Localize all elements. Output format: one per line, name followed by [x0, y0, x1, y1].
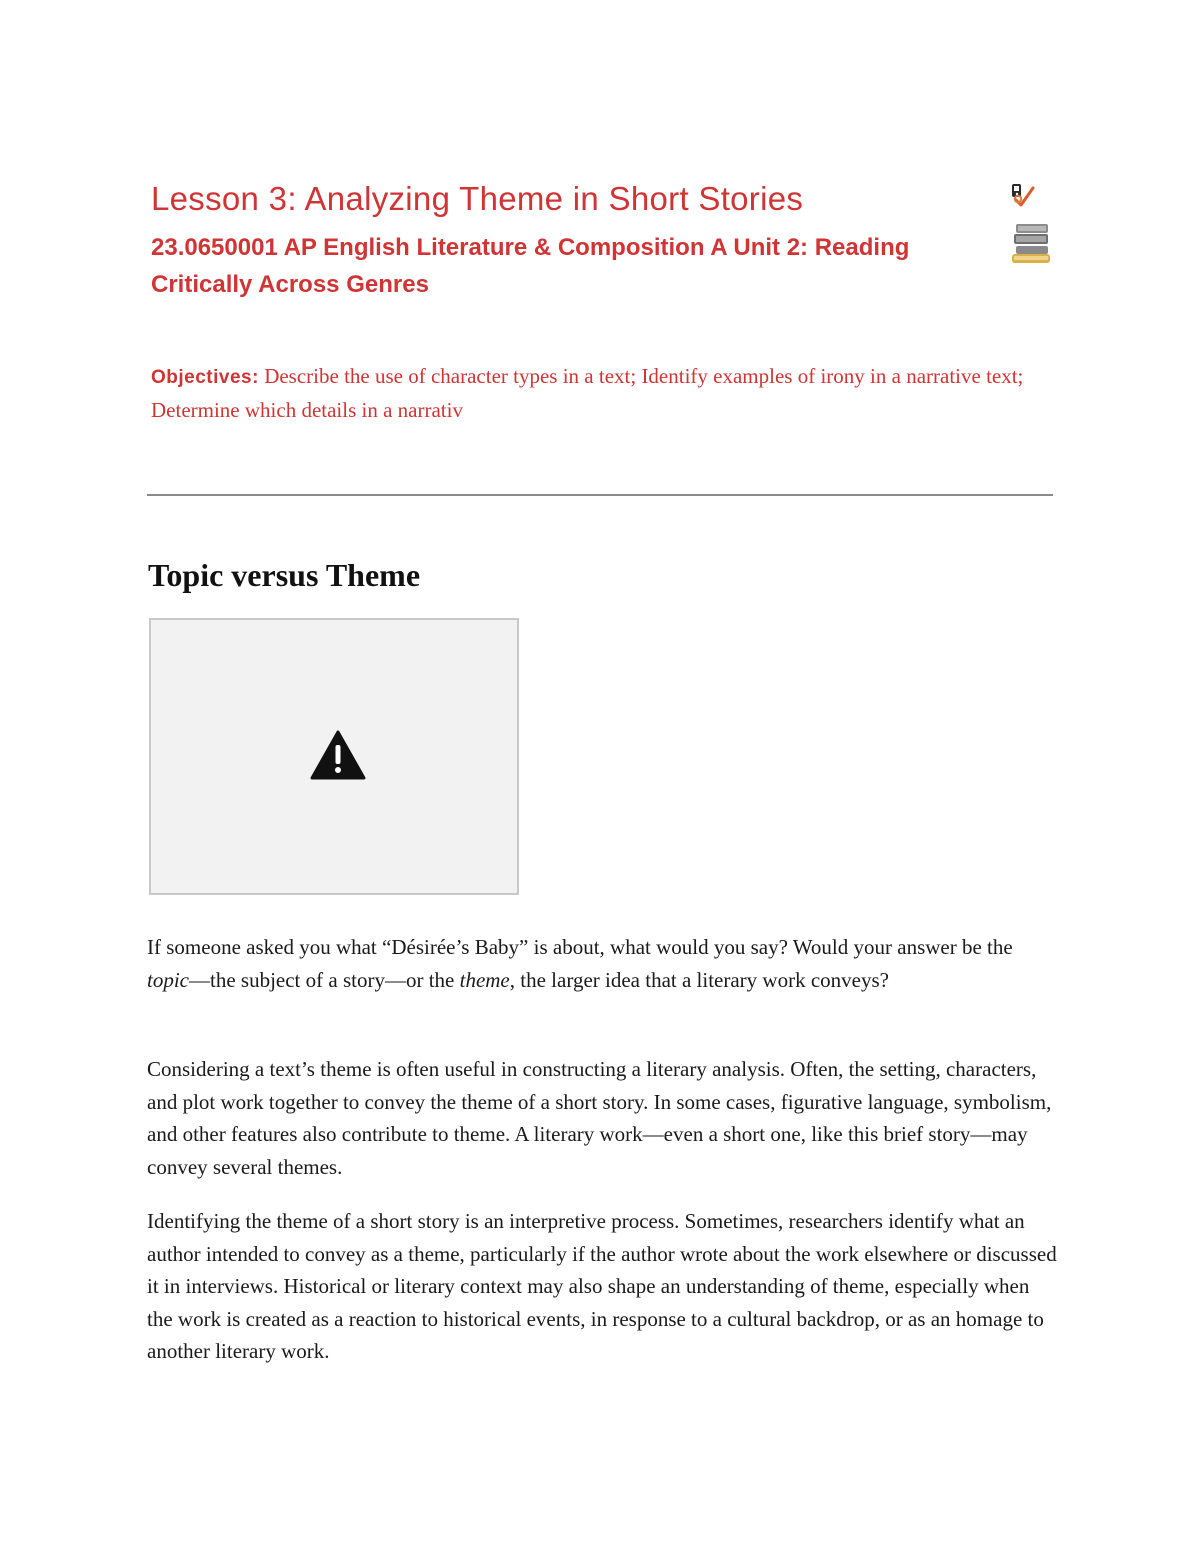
section-divider: [147, 494, 1053, 496]
lesson-title: Lesson 3: Analyzing Theme in Short Stories: [151, 180, 804, 217]
broken-image-placeholder: [149, 618, 519, 895]
paragraph-interpretive-process: Identifying the theme of a short story is an interpretive process. Sometimes, researchers identify what an author intended to convey as a theme, particularly if the author wrote about the work elsewhere or discussed it in interviews. Historical or literary context may also shape an understanding of theme, especially when the work is created as a reaction to historical events, in response to a cultural backdrop, or as an homage to another literary work.: [147, 1209, 1057, 1363]
books-icon[interactable]: [1010, 222, 1052, 266]
section-heading: Topic versus Theme: [148, 557, 421, 593]
p1-text-1: If someone asked you what “Désirée’s Baby” is about, what would you say? Would your answer be the: [147, 935, 1013, 959]
paragraph-topic-theme: [147, 931, 1057, 996]
term-topic: topic: [147, 967, 189, 992]
p1-text-3: , the larger idea that a literary work conveys?: [509, 967, 889, 992]
paragraph-literary-analysis: Considering a text’s theme is often useful in constructing a literary analysis. Often, the setting, characters, and plot work together to convey the theme of a short story. In some cases, figurative language, symbolism, and other features also contribute to theme. A literary work—even a short one, like this brief story—may convey several themes.: [147, 1057, 1052, 1179]
quiz-icon[interactable]: [1010, 182, 1036, 208]
term-theme: theme: [459, 967, 510, 992]
p1-text-2: —the subject of a story—or the: [189, 967, 460, 992]
objectives: [151, 360, 1031, 426]
objectives-label: Objectives:: [151, 367, 259, 388]
objectives-text: Describe the use of character types in a text; Identify examples of irony in a narrative text; Determine which details in a narrativ: [151, 364, 1024, 422]
course-title: 23.0650001 AP English Literature & Composition A Unit 2: Reading Critically Across Genres: [151, 234, 910, 298]
warning-icon: [310, 730, 366, 780]
